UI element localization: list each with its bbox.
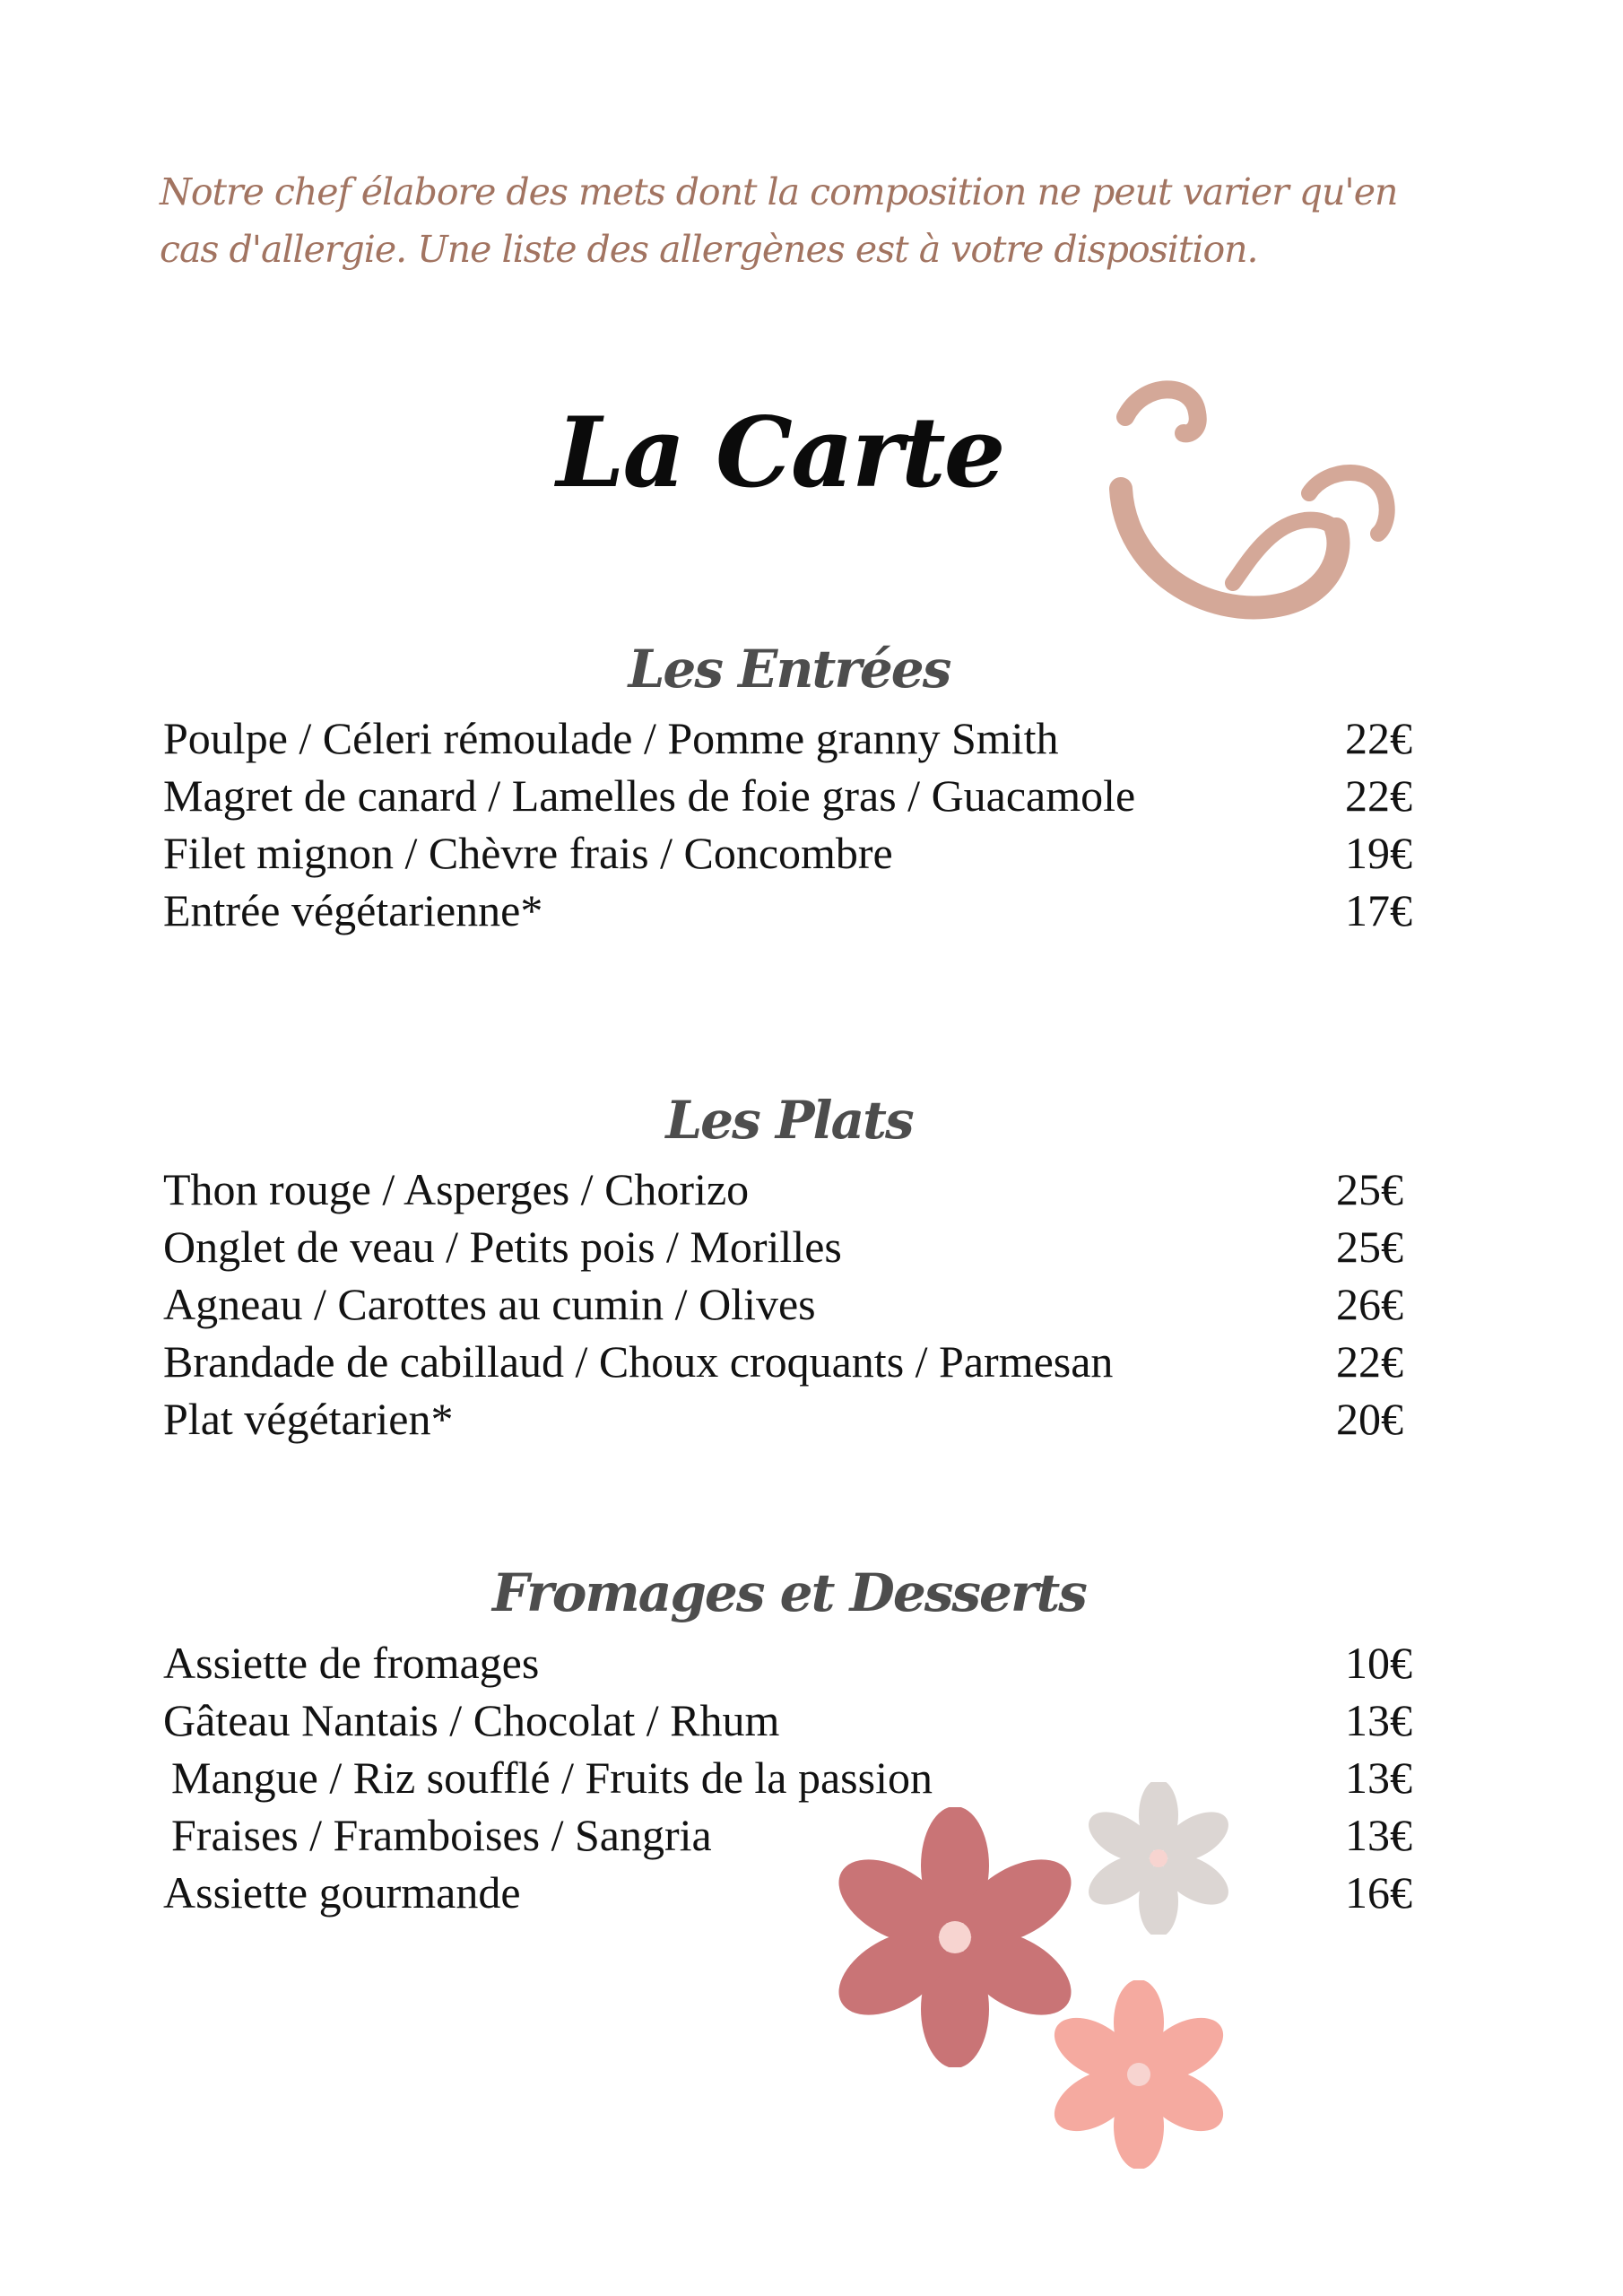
dish-name: Magret de canard / Lamelles de foie gras / Guacamole: [163, 770, 1136, 821]
flower-grey-icon: [1082, 1782, 1235, 1935]
dish-price: 22€: [1345, 770, 1412, 821]
desserts-list: [0, 1634, 1623, 1921]
dish-name: Onglet de veau / Petits pois / Morilles: [163, 1222, 842, 1272]
entrees-list: [0, 709, 1623, 939]
dish-name: Gâteau Nantais / Chocolat / Rhum: [163, 1695, 780, 1745]
dish-name: Filet mignon / Chèvre frais / Concombre: [163, 828, 893, 878]
dish-name: Brandade de cabillaud / Choux croquants / Parmesan: [163, 1336, 1114, 1387]
dish-name: Assiette gourmande: [163, 1867, 521, 1918]
dish-price: 10€: [1345, 1638, 1412, 1688]
menu-item: [0, 1275, 1623, 1333]
menu-item: [0, 1161, 1623, 1218]
dish-price: 19€: [1345, 828, 1412, 878]
dish-name: Plat végétarien*: [163, 1394, 454, 1444]
menu-item: [0, 1218, 1623, 1275]
dish-name: Mangue / Riz soufflé / Fruits de la passion: [171, 1752, 933, 1803]
dish-price: 25€: [1336, 1222, 1403, 1272]
dish-price: 22€: [1345, 713, 1412, 763]
swirl-ornament-icon: [1089, 363, 1412, 632]
plats-list: [0, 1161, 1623, 1448]
menu-title: La Carte: [556, 396, 1004, 509]
dish-name: Poulpe / Céleri rémoulade / Pomme granny Smith: [163, 713, 1059, 763]
menu-item: [0, 767, 1623, 824]
dish-price: 26€: [1336, 1279, 1403, 1329]
menu-item: [0, 1864, 1623, 1921]
dish-name: Assiette de fromages: [163, 1638, 540, 1688]
dish-price: 17€: [1345, 885, 1412, 935]
menu-item: [0, 1333, 1623, 1390]
dish-name: Entrée végétarienne*: [163, 885, 543, 935]
menu-item: [0, 1749, 1623, 1806]
dish-name: Thon rouge / Asperges / Chorizo: [163, 1164, 750, 1214]
dish-price: 22€: [1336, 1336, 1403, 1387]
dish-price: 25€: [1336, 1164, 1403, 1214]
section-title-fromages-desserts: Fromages et Desserts: [492, 1562, 1086, 1623]
menu-item: [0, 1390, 1623, 1448]
menu-item: [0, 709, 1623, 767]
menu-item: [0, 1806, 1623, 1864]
dish-price: 13€: [1345, 1752, 1412, 1803]
dish-price: 13€: [1345, 1695, 1412, 1745]
dish-name: Fraises / Framboises / Sangria: [171, 1810, 712, 1860]
section-title-plats: Les Plats: [665, 1090, 913, 1151]
menu-item: [0, 824, 1623, 882]
section-title-entrees: Les Entrées: [628, 639, 950, 700]
dish-price: 13€: [1345, 1810, 1412, 1860]
menu-item: [0, 882, 1623, 939]
allergen-note: Notre chef élabore des mets dont la composition ne peut varier qu'en cas d'allergie. Une liste des allergènes est à votre disposition.: [160, 170, 1398, 271]
menu-item: [0, 1692, 1623, 1749]
dish-price: 20€: [1336, 1394, 1403, 1444]
dish-name: Agneau / Carottes au cumin / Olives: [163, 1279, 816, 1329]
flower-pink-icon: [1045, 1980, 1233, 2169]
dish-price: 16€: [1345, 1867, 1412, 1918]
menu-item: [0, 1634, 1623, 1692]
